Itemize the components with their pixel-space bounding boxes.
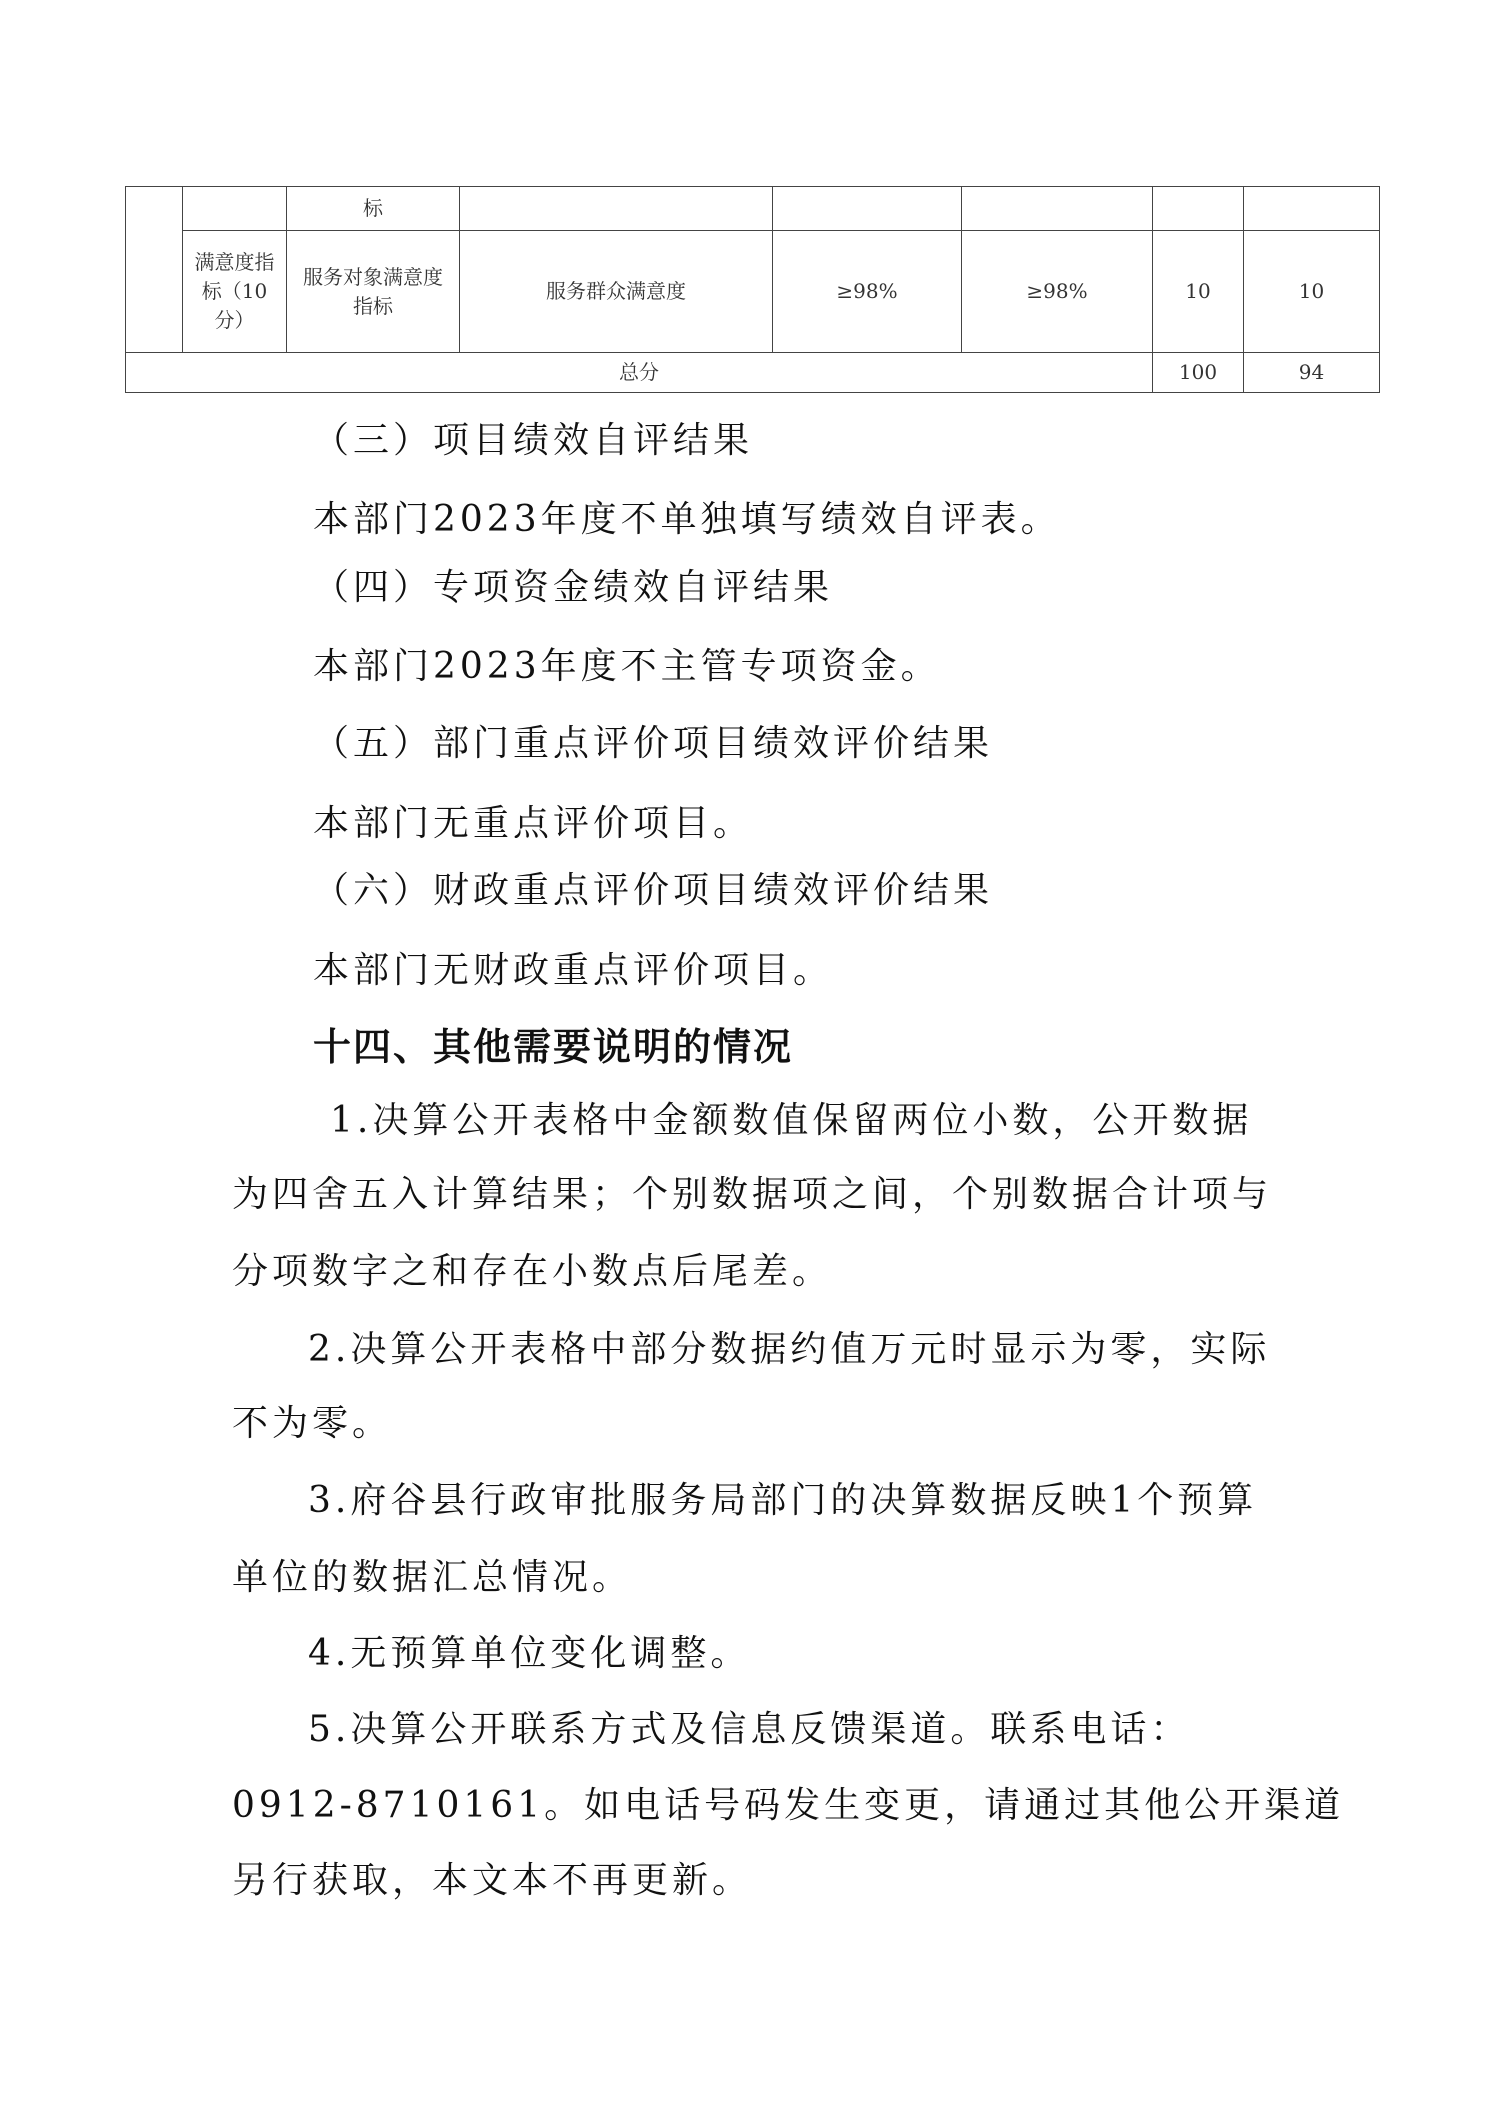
section-heading-4: （四）专项资金绩效自评结果 [313,567,834,608]
paragraph-5-line-1: 5.决算公开联系方式及信息反馈渠道。联系电话： [308,1709,1191,1750]
table-cell-category: 满意度指标（10分） [183,231,287,353]
paragraph-1-line-2: 为四舍五入计算结果；个别数据项之间，个别数据合计项与 [232,1174,1273,1215]
table-row-continued [126,187,1380,231]
table-cell-target: ≥98% [773,231,962,353]
section-heading-5: （五）部门重点评价项目绩效评价结果 [313,723,994,764]
paragraph-3-line-1: 3.府谷县行政审批服务局部门的决算数据反映1个预算 [308,1480,1258,1521]
section-body-4: 本部门2023年度不主管专项资金。 [313,646,941,687]
paragraph-2-line-1: 2.决算公开表格中部分数据约值万元时显示为零，实际 [308,1329,1271,1370]
table-cell-empty [962,187,1153,231]
paragraph-1-line-1: 1.决算公开表格中金额数值保留两位小数，公开数据 [330,1100,1253,1141]
section-body-6: 本部门无财政重点评价项目。 [313,950,834,991]
table-cell-score: 10 [1244,231,1380,353]
chapter-14-title: 十四、其他需要说明的情况 [313,1025,794,1069]
table-cell-empty [126,187,183,353]
table-cell-empty [1244,187,1380,231]
paragraph-4-line-1: 4.无预算单位变化调整。 [308,1633,751,1674]
performance-table-fragment [125,186,1379,393]
table-cell-empty [773,187,962,231]
section-heading-6: （六）财政重点评价项目绩效评价结果 [313,870,994,911]
paragraph-5-line-2: 0912-8710161。如电话号码发生变更，请通过其他公开渠道 [232,1785,1345,1826]
paragraph-3-line-2: 单位的数据汇总情况。 [232,1557,633,1598]
table-cell-subcategory: 服务对象满意度指标 [287,231,460,353]
table-cell-total-weight: 100 [1153,353,1244,393]
paragraph-1-line-3: 分项数字之和存在小数点后尾差。 [232,1251,833,1292]
table-cell-total-score: 94 [1244,353,1380,393]
table-cell-empty [183,187,287,231]
table-cell-empty [1153,187,1244,231]
table-cell-total-label: 总分 [126,353,1153,393]
section-body-3: 本部门2023年度不单独填写绩效自评表。 [313,499,1061,540]
table-cell-indicator-fragment: 标 [287,187,460,231]
section-body-5: 本部门无重点评价项目。 [313,803,754,844]
performance-table [125,186,1380,393]
table-row-total [126,353,1380,393]
table-row-satisfaction [126,231,1380,353]
table-cell-actual: ≥98% [962,231,1153,353]
table-cell-indicator: 服务群众满意度 [460,231,773,353]
paragraph-2-line-2: 不为零。 [232,1403,393,1444]
table-cell-empty [460,187,773,231]
table-cell-weight: 10 [1153,231,1244,353]
section-heading-3: （三）项目绩效自评结果 [313,420,754,461]
paragraph-5-line-3: 另行获取，本文本不再更新。 [232,1860,753,1901]
